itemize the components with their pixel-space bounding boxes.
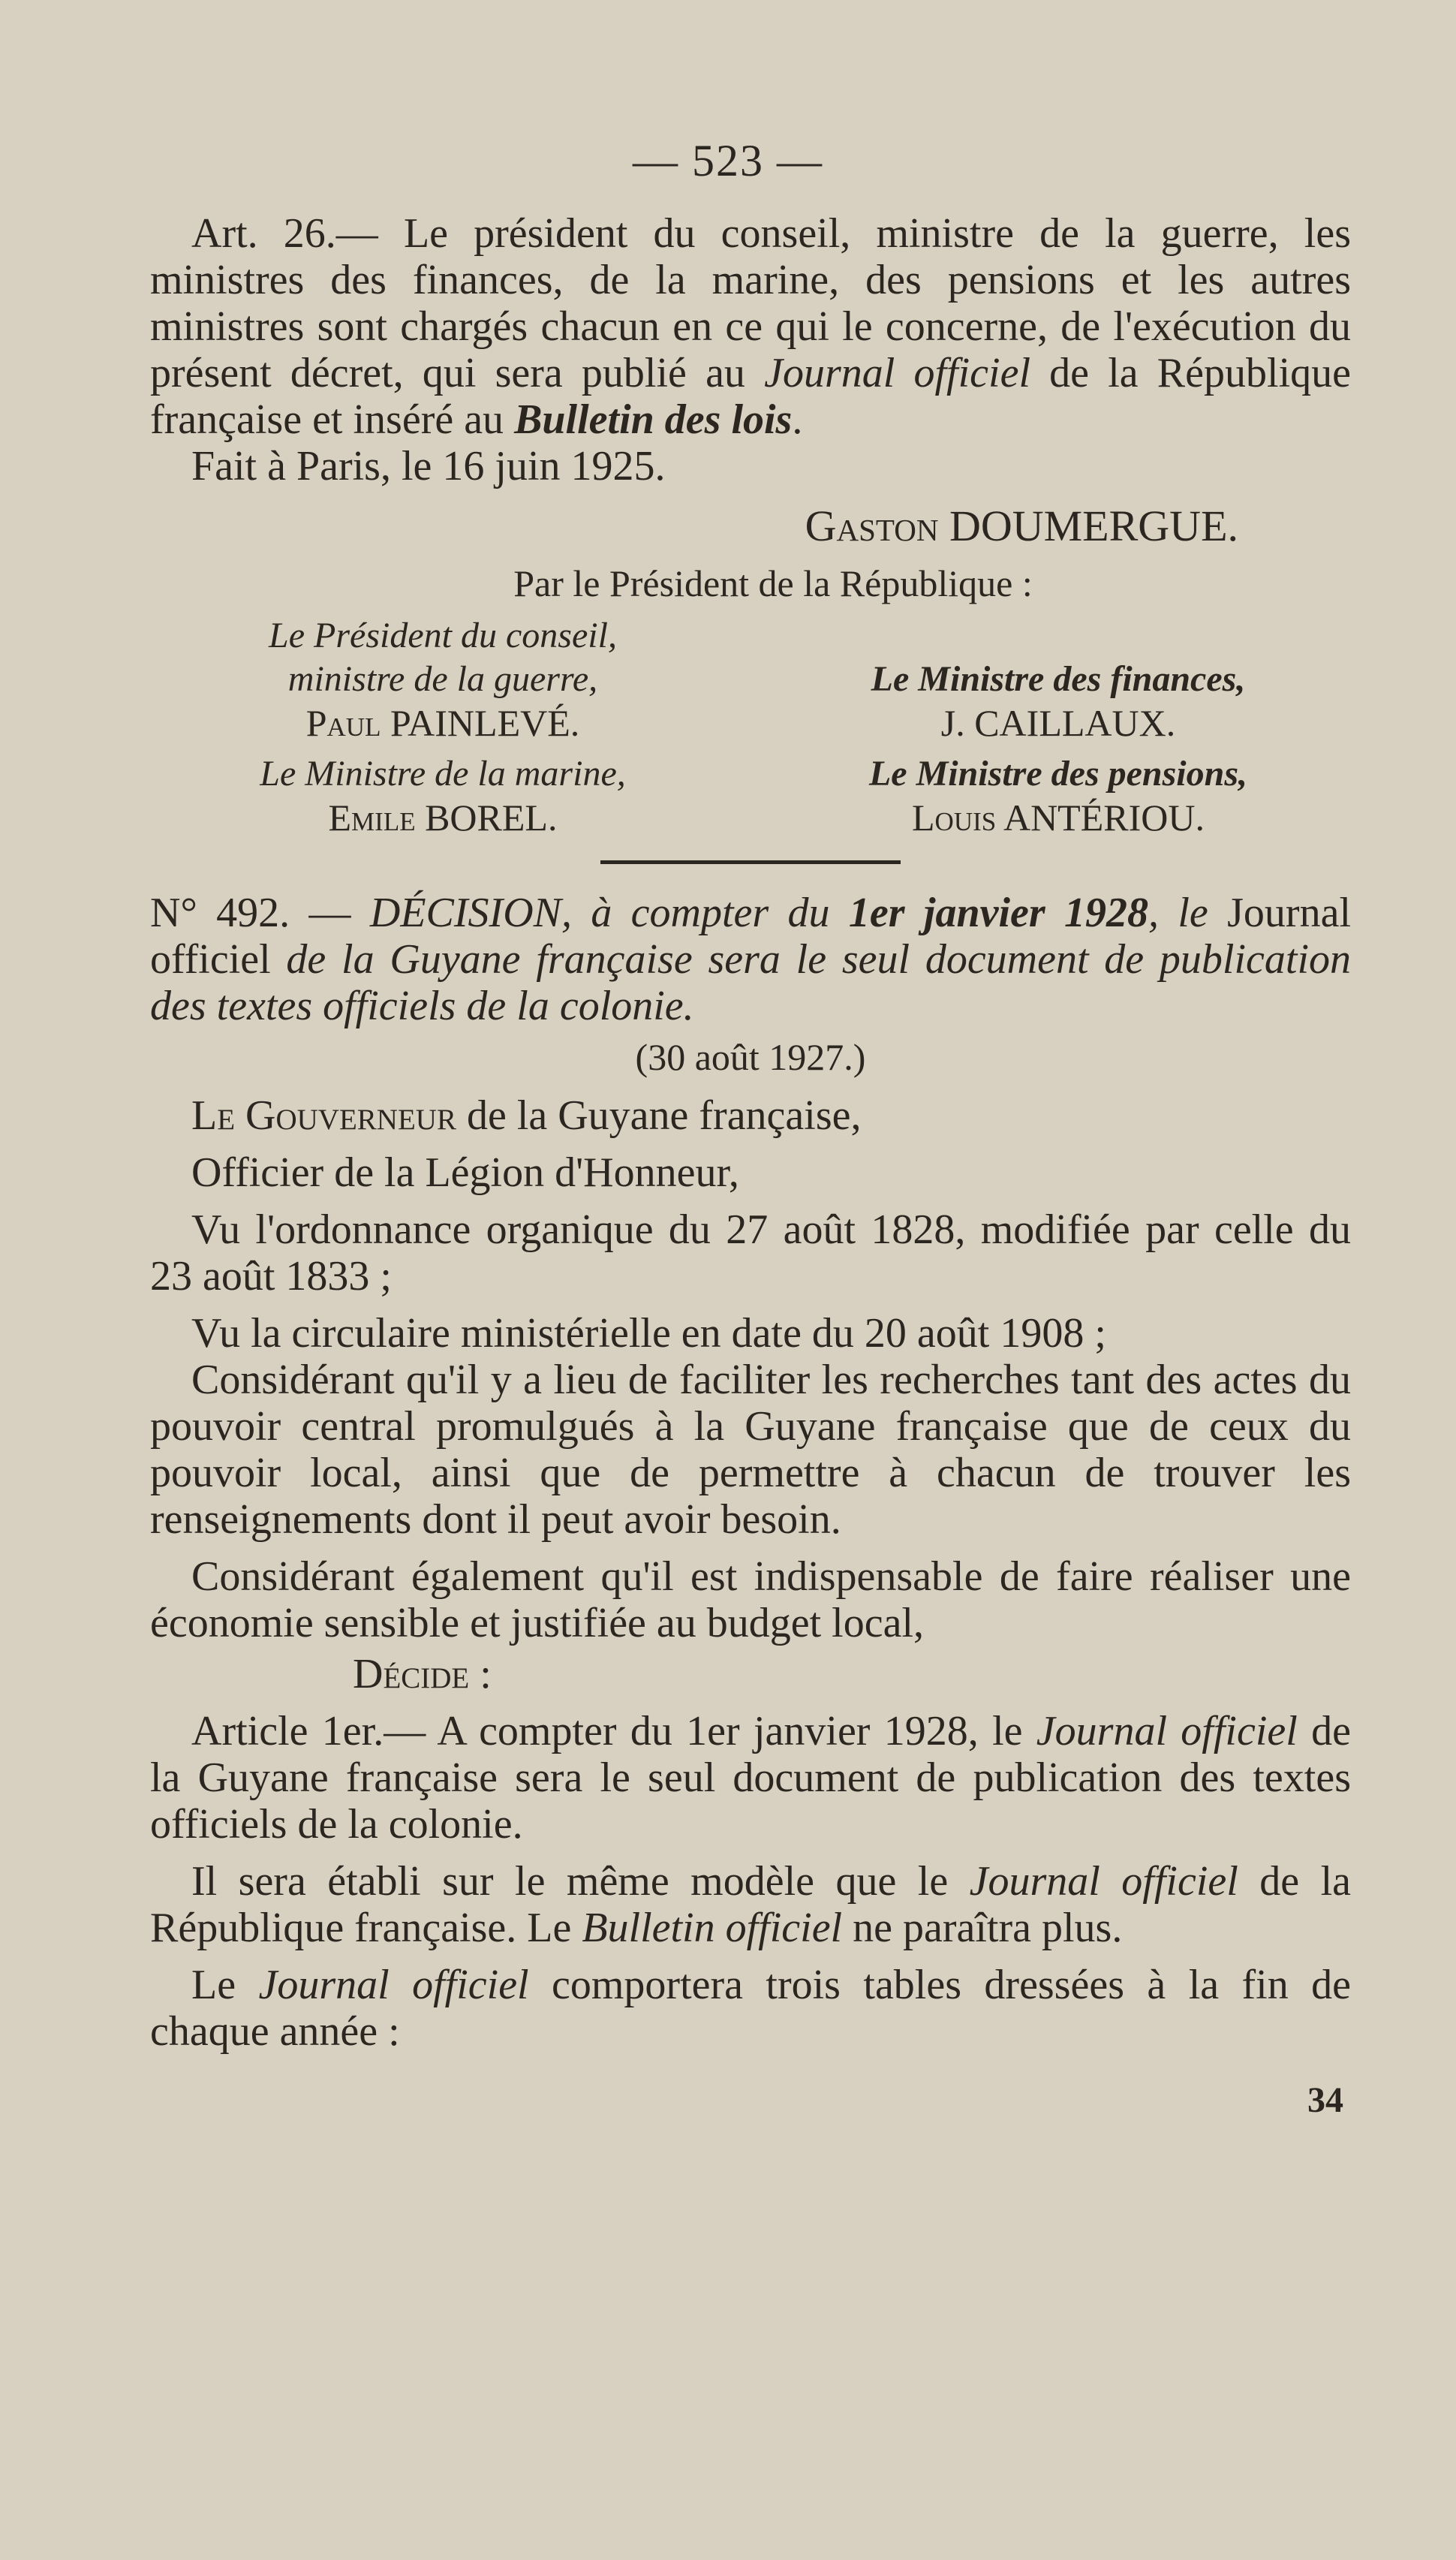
separator-rule	[600, 860, 901, 864]
journal-title: Journal officiel	[150, 890, 1351, 983]
gouverneur-text: de la Guyane française,	[456, 1092, 862, 1139]
document-body	[150, 210, 1351, 2124]
paragraph-text: de la République française. Le	[150, 1858, 1351, 1951]
officier-line: Officier de la Légion d'Honneur,	[191, 1149, 739, 1196]
decide-word: Décide :	[353, 1651, 492, 1697]
paragraph-text: Le	[191, 1962, 259, 2008]
paragraph-text: ne paraîtra plus.	[842, 1905, 1123, 1951]
article-label: Article 1er.—	[191, 1708, 438, 1754]
decision-dash: —	[290, 890, 370, 936]
decision-word: DÉCISION	[369, 890, 561, 936]
decision-text: , le	[1148, 890, 1228, 936]
gouverneur-title: Le Gouverneur	[191, 1092, 456, 1139]
journal-title: Journal officiel	[969, 1858, 1238, 1905]
article-text: A compter du 1er janvier 1928, le	[437, 1708, 1036, 1754]
article-label: Art. 26.—	[191, 210, 404, 257]
minister-name: J. CAILLAUX.	[940, 702, 1176, 744]
minister-marine	[150, 752, 766, 839]
decision-number: N° 492.	[150, 890, 290, 936]
article-1	[150, 1708, 1351, 1848]
considerant-2: Considérant également qu'il est indispensable de faire réaliser une économie sensible et justifiée au budget local,	[150, 1553, 1351, 1646]
bulletin-title: Bulletin officiel	[582, 1905, 843, 1951]
signature-last-name: DOUMERGUE.	[938, 501, 1238, 550]
fait-line: Fait à Paris, le 16 juin 1925.	[191, 443, 666, 489]
page-number: — 523 —	[633, 136, 823, 185]
paragraph-text: comportera trois tables dressées à la fin de chaque année :	[150, 1962, 1351, 2055]
article-text: de la République française et inséré au	[150, 350, 1351, 443]
minister-finances	[766, 614, 1351, 745]
bulletin-title: Bulletin des lois	[514, 396, 793, 443]
minister-title: Le Ministre de la marine,	[260, 754, 626, 794]
article-text: Le président du conseil, ministre de la guerre, les ministres des finances, de la marine, des pensions et les autres ministres sont chargés chacun en ce qui le concerne, de l'exécution du présent décret, qui sera publié au	[150, 210, 1352, 396]
paragraph-text: Il sera établi sur le même modèle que le	[191, 1858, 970, 1905]
journal-title: Journal officiel	[764, 350, 1030, 396]
article-text: de la Guyane française sera le seul document de publication des textes officiels de la colonie.	[150, 1708, 1351, 1848]
decision-heading	[150, 890, 1351, 1029]
minister-title: ministre de la guerre,	[287, 659, 598, 699]
journal-title: Journal officiel	[258, 1962, 529, 2008]
signature-mark: 34	[1307, 2080, 1343, 2120]
minister-name	[150, 701, 736, 745]
minister-name	[766, 796, 1351, 839]
minister-title: Le Ministre des finances,	[871, 659, 1246, 699]
considerant-1: Considérant qu'il y a lieu de faciliter les recherches tant des actes du pouvoir central promulgués à la Guyane française que de ceux du pouvoir local, ainsi que de permettre à chacun de trouver les renseignements dont il peut avoir besoin.	[150, 1357, 1351, 1543]
vu-circulaire: Vu la circulaire ministérielle en date du 20 août 1908 ;	[191, 1310, 1106, 1357]
paragraph-modele	[150, 1858, 1351, 1951]
decision-date: (30 août 1927.)	[635, 1036, 866, 1078]
minister-last-name: PAINLEVÉ.	[381, 702, 580, 744]
minister-pensions	[766, 752, 1351, 839]
minister-last-name: BOREL.	[415, 797, 558, 839]
minister-title: Le Ministre des pensions,	[868, 754, 1248, 794]
ministers-row-2	[150, 752, 1351, 839]
minister-last-name: ANTÉRIOU.	[996, 797, 1205, 839]
minister-first-name: Paul	[305, 702, 381, 744]
article-text: .	[792, 396, 803, 443]
decide-line	[150, 1651, 1351, 1697]
signature-president	[150, 503, 1351, 550]
signature-first-name: Gaston	[805, 501, 939, 550]
decision-date-text: 1er janvier 1928	[848, 890, 1149, 936]
spacer	[766, 614, 1351, 658]
minister-first-name: Emile	[328, 797, 416, 839]
gouverneur-line	[150, 1092, 1351, 1139]
decision-text: , à compter du	[561, 890, 849, 936]
article-26	[150, 210, 1351, 443]
by-president-line: Par le Président de la République :	[513, 562, 1033, 604]
minister-guerre	[150, 614, 766, 745]
minister-name	[150, 796, 736, 839]
minister-title: Le Président du conseil,	[269, 616, 617, 655]
decision-text: de la Guyane française sera le seul document de publication des textes officiels de la colonie.	[150, 936, 1351, 1029]
ministers-row-1	[150, 614, 1351, 745]
minister-first-name: Louis	[912, 797, 997, 839]
journal-title: Journal officiel	[1036, 1708, 1298, 1754]
paragraph-tables	[150, 1962, 1351, 2055]
vu-ordonnance: Vu l'ordonnance organique du 27 août 1828, modifiée par celle du 23 août 1833 ;	[150, 1206, 1351, 1300]
